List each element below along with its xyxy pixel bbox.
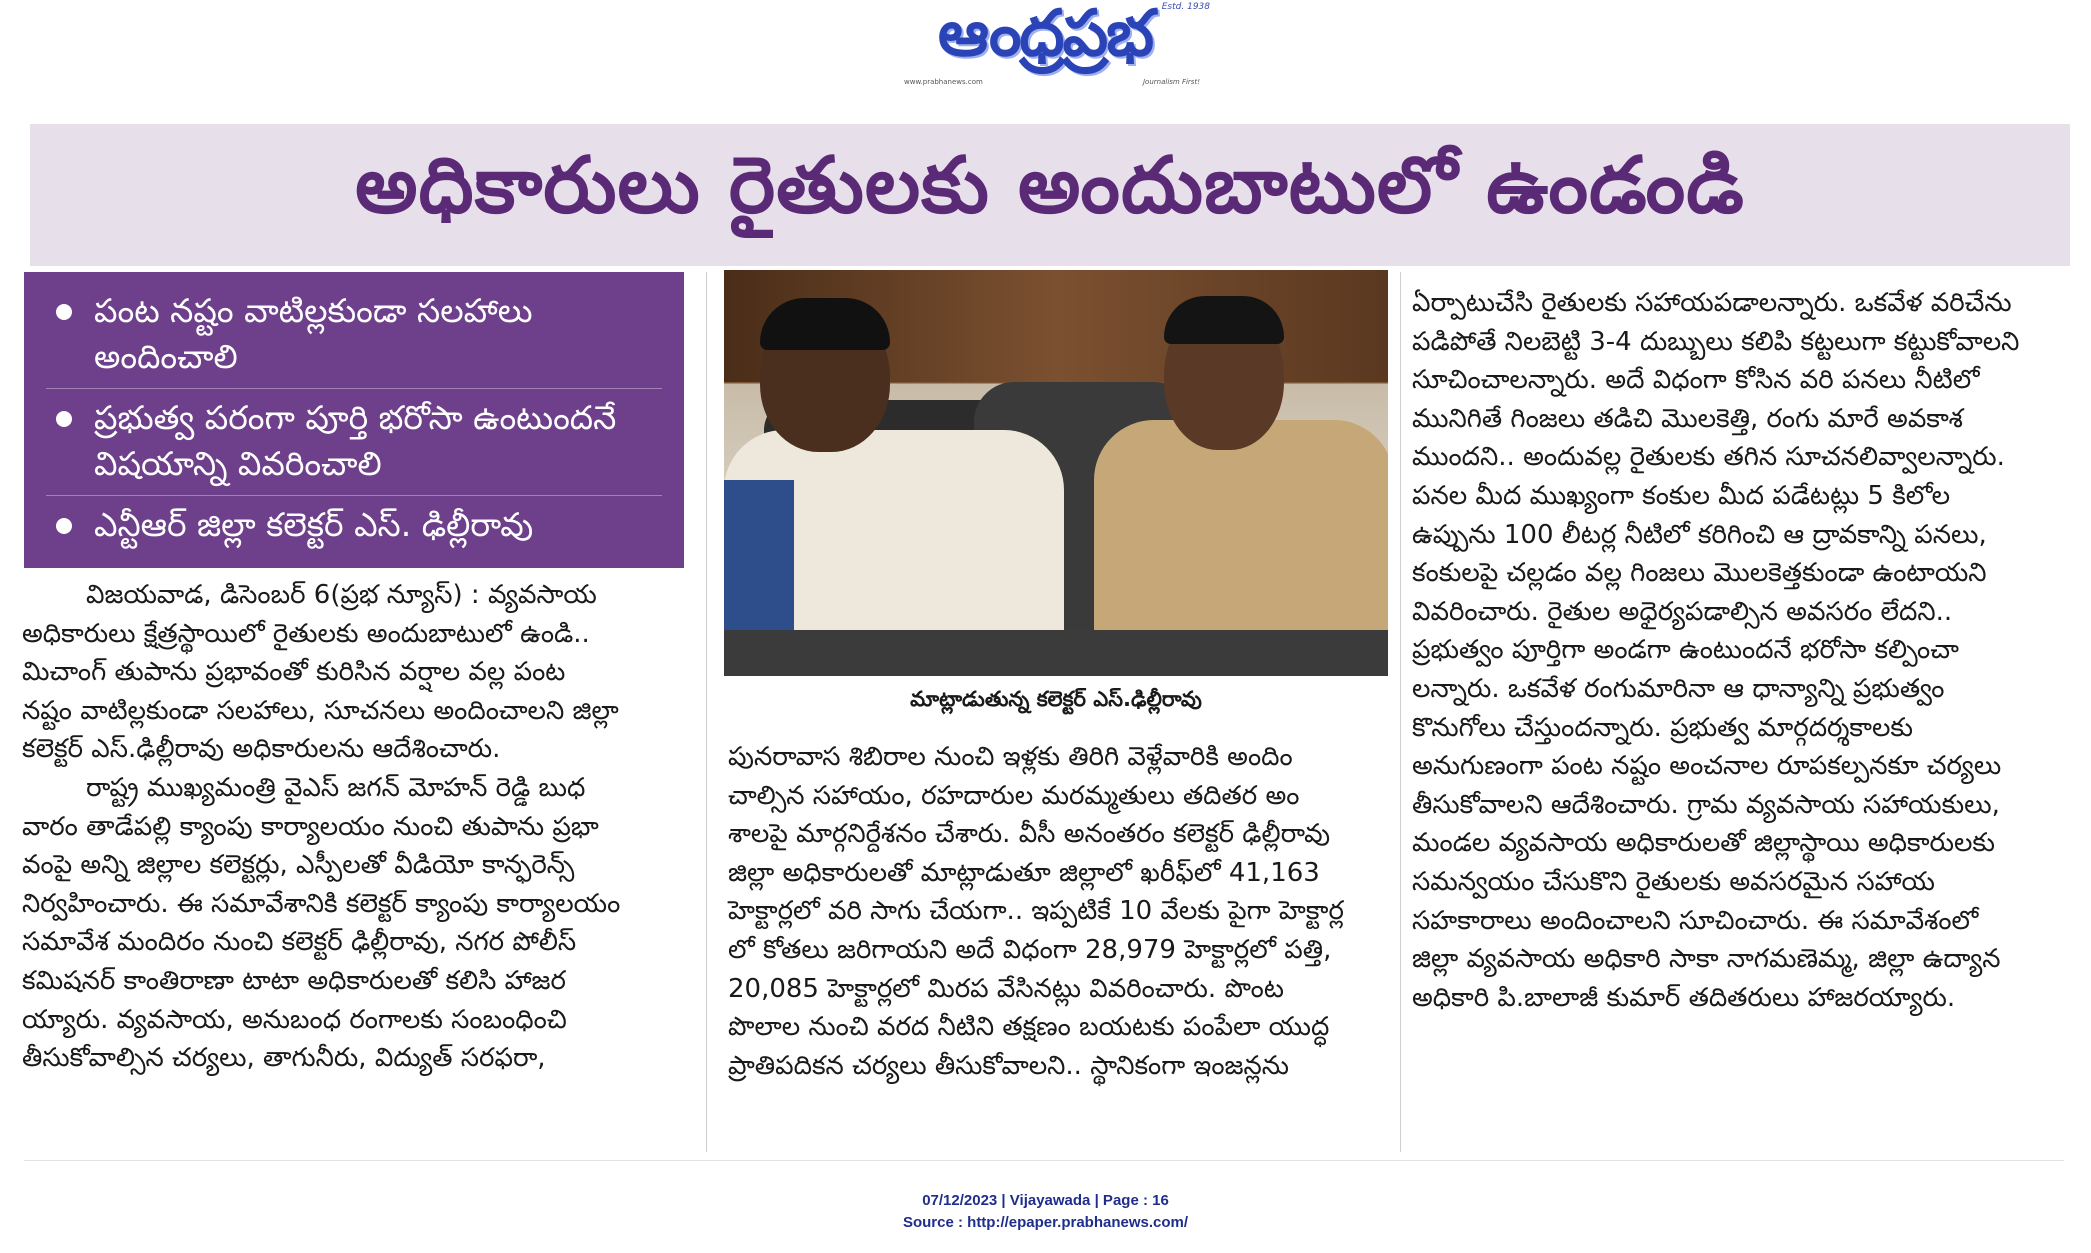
text-line: కమిషనర్ కాంతిరాణా టాటా అధికారులతో కలిసి హాజర — [22, 965, 566, 996]
text-line: తీసుకోవాలని ఆదేశించారు. గ్రామ వ్యవసాయ సహాయకులు, — [1412, 789, 2000, 820]
text-line: అనుగుణంగా పంట నష్టం అంచనాల రూపకల్పనకూ చర్యలు — [1412, 751, 2002, 782]
text-line: కొనుగోలు చేస్తుందన్నారు. ప్రభుత్వ మార్గదర్శకాలకు — [1412, 712, 1913, 743]
text-line: పనల మీద ముఖ్యంగా కంకుల మీద పడేటట్లు 5 కిలోల — [1412, 480, 1951, 511]
text-line: చాల్సిన సహాయం, రహదారుల మరమ్మతులు తదితర అం — [728, 780, 1300, 811]
highlight-text: ఎన్టీఆర్ జిల్లా కలెక్టర్ ఎస్. ఢిల్లీరావు — [94, 505, 534, 544]
text-line: పునరావాస శిబిరాల నుంచి ఇళ్లకు తిరిగి వెళ్లేవారికి అందిం — [728, 742, 1293, 772]
article-column-1 — [22, 576, 682, 1078]
photo-person-officer-hair — [1164, 296, 1284, 344]
text-line: మిచాంగ్ తుపాను ప్రభావంతో కురిసిన వర్షాల వల్ల పంట — [22, 657, 566, 688]
text-line: 20,085 హెక్టార్లలో మిరప వేసినట్లు వివరించారు. పొంట — [728, 973, 1284, 1004]
highlight-item — [46, 496, 662, 556]
text-line: విజయవాడ, డిసెంబర్ 6(ప్రభ న్యూస్) : వ్యవసాయ — [86, 580, 597, 610]
article-photo — [724, 270, 1388, 676]
text-line: మునిగితే గింజలు తడిచి మొలకెత్తి, రంగు మారే అవకాశ — [1412, 403, 1963, 434]
headline: అధికారులు రైతులకు అందుబాటులో ఉండండి — [355, 140, 1745, 231]
text-line: జిల్లా అధికారులతో మాట్లాడుతూ జిల్లాలో ఖరీఫ్‌లో 41,163 — [728, 857, 1320, 888]
text-line: నష్టం వాటిల్లకుండా సలహాలు, సూచనలు అందించాలని జిల్లా — [22, 695, 619, 726]
photo-caption: మాట్లాడుతున్న కలెక్టర్ ఎస్.ఢిల్లీరావు — [910, 687, 1202, 711]
text-line: రాష్ట్ర ముఖ్యమంత్రి వైఎస్ జగన్ మోహన్ రెడ్డి బుధ — [86, 772, 586, 803]
text-line: ముందని.. అందువల్ల రైతులకు తగిన సూచనలివ్వాలన్నారు. — [1412, 442, 2005, 473]
text-line: పొలాల నుంచి వరద నీటిని తక్షణం బయటకు పంపేలా యుద్ధ — [728, 1012, 1330, 1043]
text-line: హెక్టార్లలో వరి సాగు చేయగా.. ఇప్పటికే 10 వేలకు పైగా హెక్టార్ల — [728, 896, 1344, 927]
text-line: వంపై అన్ని జిల్లాల కలెక్టర్లు, ఎస్పీలతో వీడియో కాన్ఫరెన్స్ — [22, 850, 575, 881]
column-divider — [706, 272, 707, 1152]
masthead-established: Estd. 1938 — [1161, 2, 1210, 12]
bullet-dot-icon — [56, 411, 72, 427]
masthead-logo: ఆంధ్రప్రభ — [937, 0, 1153, 71]
article-column-3 — [1412, 284, 2058, 1017]
text-line: కలెక్టర్ ఎస్.ఢిల్లీరావు అధికారులను ఆదేశించారు. — [22, 734, 501, 765]
highlight-text: ప్రభుత్వ పరంగా పూర్తి భరోసా ఉంటుందనే విషయాన్ని వివరించాలి — [94, 398, 617, 483]
text-line: అధికారి పి.బాలాజీ కుమార్ తదితరులు హాజరయ్యారు. — [1412, 982, 1956, 1013]
text-line: తీసుకోవాల్సిన చర్యలు, తాగునీరు, విద్యుత్ సరఫరా, — [22, 1043, 546, 1074]
text-line: వివరించారు. రైతుల అధైర్యపడాల్సిన అవసరం లేదని.. — [1412, 596, 1953, 627]
highlight-item — [46, 282, 662, 389]
headline-band — [30, 124, 2070, 266]
photo-table — [724, 630, 1388, 676]
text-line: ప్రాతిపదికన చర్యలు తీసుకోవాలని.. స్థానికంగా ఇంజన్లను — [728, 1050, 1290, 1081]
footer-source[interactable]: Source : http://epaper.prabhanews.com/ — [902, 1214, 1189, 1231]
text-line: సమన్వయం చేసుకొని రైతులకు అవసరమైన సహాయ — [1412, 866, 1935, 897]
highlight-text: పంట నష్టం వాటిల్లకుండా సలహాలు అందించాలి — [94, 291, 533, 376]
bottom-rule — [24, 1160, 2064, 1161]
text-line: సమావేశ మందిరం నుంచి కలెక్టర్ ఢిల్లీరావు, నగర పోలీస్ — [22, 927, 577, 958]
highlights-box — [24, 272, 684, 568]
masthead-tagline: Journalism First! — [1142, 78, 1200, 86]
column-divider — [1400, 272, 1401, 1152]
text-line: లో కోతలు జరిగాయని అదే విధంగా 28,979 హెక్టార్లలో పత్తి, — [728, 934, 1332, 965]
text-line: సూచించాలన్నారు. అదే విధంగా కోసిన వరి పనలు నీటిలో — [1412, 365, 1980, 396]
text-line: పడిపోతే నిలబెట్టి 3-4 దుబ్బులు కలిపి కట్టలుగా కట్టుకోవాలని — [1412, 326, 2020, 357]
text-line: జిల్లా వ్యవసాయ అధికారి సాకా నాగమణెమ్మ, జిల్లా ఉద్యాన — [1412, 944, 2001, 975]
text-line: ఏర్పాటుచేసి రైతులకు సహాయపడాలన్నారు. ఒకవేళ వరిచేను — [1412, 288, 2012, 318]
bullet-dot-icon — [56, 304, 72, 320]
footer-dateline: 07/12/2023 | Vijayawada | Page : 16 — [922, 1192, 1169, 1209]
text-line: య్యారు. వ్యవసాయ, అనుబంధ రంగాలకు సంబంధించి — [22, 1004, 567, 1035]
bullet-dot-icon — [56, 518, 72, 534]
article-column-2 — [728, 738, 1368, 1085]
photo-person-collector-hair — [760, 298, 890, 350]
masthead-url: www.prabhanews.com — [904, 78, 983, 86]
text-line: సహకారాలు అందించాలని సూచించారు. ఈ సమావేశంలో — [1412, 905, 1979, 936]
text-line: అధికారులు క్షేత్రస్థాయిలో రైతులకు అందుబాటులో ఉండి.. — [22, 618, 590, 649]
text-line: కంకులపై చల్లడం వల్ల గింజలు మొలకెత్తకుండా ఉంటాయని — [1412, 558, 1987, 589]
text-line: ఉప్పును 100 లీటర్ల నీటిలో కరిగించి ఆ ద్రావకాన్ని పనలు, — [1412, 519, 1987, 550]
text-line: ప్రభుత్వం పూర్తిగా అండగా ఉంటుందనే భరోసా కల్పించా — [1412, 635, 1959, 666]
highlight-item — [46, 389, 662, 496]
masthead — [880, 0, 1210, 92]
text-line: నిర్వహించారు. ఈ సమావేశానికి కలెక్టర్ క్యాంపు కార్యాలయం — [22, 888, 621, 919]
text-line: శాలపై మార్గనిర్దేశనం చేశారు. వీసీ అనంతరం కలెక్టర్ ఢిల్లీరావు — [728, 819, 1331, 850]
text-line: లన్నారు. ఒకవేళ రంగుమారినా ఆ ధాన్యాన్ని ప్రభుత్వం — [1412, 673, 1945, 704]
text-line: వారం తాడేపల్లి క్యాంపు కార్యాలయం నుంచి తుపాను ప్రభా — [22, 811, 599, 842]
text-line: మండల వ్యవసాయ అధికారులతో జిల్లాస్థాయి అధికారులకు — [1412, 828, 1995, 859]
